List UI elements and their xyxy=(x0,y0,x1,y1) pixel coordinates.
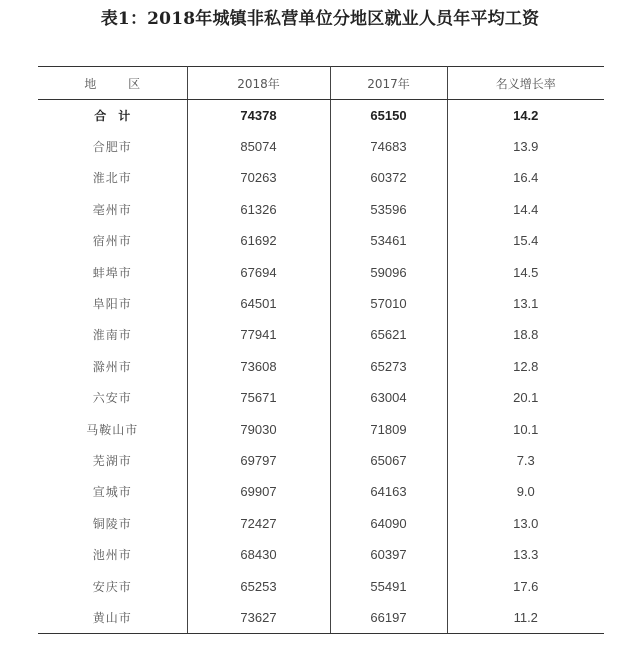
cell-region: 芜湖市 xyxy=(38,445,187,476)
cell-region: 淮北市 xyxy=(38,162,187,193)
cell-growth: 12.8 xyxy=(513,358,539,374)
table-row xyxy=(38,288,604,319)
table-row xyxy=(38,256,604,287)
cell-growth: 10.1 xyxy=(513,421,539,437)
cell-2017: 65067 xyxy=(330,445,447,476)
cell-2017: 71809 xyxy=(330,413,447,444)
cell-2018: 79030 xyxy=(187,413,330,444)
cell-growth: 9.0 xyxy=(516,484,535,500)
cell-2018: 67694 xyxy=(187,256,330,287)
cell-growth: 13.0 xyxy=(513,515,539,531)
table-row xyxy=(38,413,604,444)
cell-2018: 72427 xyxy=(187,508,330,539)
cell-growth: 14.5 xyxy=(513,264,539,280)
cell-growth: 11.2 xyxy=(447,602,604,633)
table-row xyxy=(38,225,604,256)
total-region: 合计 xyxy=(38,100,187,131)
cell-2018: 65253 xyxy=(187,570,330,601)
table-row xyxy=(38,445,604,476)
cell-2017: 64163 xyxy=(330,476,447,507)
header-region-label: 地 区 xyxy=(84,76,155,91)
cell-region: 宣城市 xyxy=(38,476,187,507)
cell-2017: 64090 xyxy=(330,508,447,539)
total-2018: 74378 xyxy=(187,100,330,131)
table-header xyxy=(38,67,604,100)
cell-2017: 60372 xyxy=(330,162,447,193)
cell-growth: 13.3 xyxy=(513,547,539,563)
cell-growth: 20.1 xyxy=(513,390,539,406)
cell-2017: 65273 xyxy=(330,351,447,382)
cell-2017: 65621 xyxy=(330,319,447,350)
cell-2017: 66197 xyxy=(330,602,447,633)
cell-region: 宿州市 xyxy=(38,225,187,256)
cell-region: 阜阳市 xyxy=(38,288,187,319)
table-row xyxy=(38,194,604,225)
table-row xyxy=(38,476,604,507)
cell-growth: 7.3 xyxy=(516,452,535,468)
cell-growth: 17.6 xyxy=(513,578,539,594)
header-region xyxy=(38,67,187,100)
cell-region: 黄山市 xyxy=(38,602,187,633)
cell-2018: 70263 xyxy=(187,162,330,193)
total-row xyxy=(38,100,604,131)
wage-table xyxy=(38,66,604,634)
cell-2017: 53461 xyxy=(330,225,447,256)
cell-region: 六安市 xyxy=(38,382,187,413)
cell-2018: 61692 xyxy=(187,225,330,256)
cell-growth: 18.8 xyxy=(513,327,539,343)
cell-2018: 69797 xyxy=(187,445,330,476)
wage-table-container xyxy=(38,66,604,634)
table-body xyxy=(38,100,604,634)
cell-region: 合肥市 xyxy=(38,131,187,162)
cell-region: 淮南市 xyxy=(38,319,187,350)
table-row xyxy=(38,539,604,570)
cell-growth: 16.4 xyxy=(513,170,539,186)
cell-region: 滁州市 xyxy=(38,351,187,382)
total-growth: 14.2 xyxy=(513,107,539,123)
cell-2018: 75671 xyxy=(187,382,330,413)
cell-region: 池州市 xyxy=(38,539,187,570)
cell-region: 亳州市 xyxy=(38,194,187,225)
cell-2017: 57010 xyxy=(330,288,447,319)
table-title: 表1：2018年城镇非私营单位分地区就业人员年平均工资 xyxy=(100,9,540,29)
header-2018: 2018年 xyxy=(187,67,330,100)
cell-2017: 74683 xyxy=(330,131,447,162)
total-2017: 65150 xyxy=(330,100,447,131)
header-row xyxy=(38,67,604,100)
cell-region: 安庆市 xyxy=(38,570,187,601)
header-2017: 2017年 xyxy=(330,67,447,100)
cell-2017: 60397 xyxy=(330,539,447,570)
cell-2017: 55491 xyxy=(330,570,447,601)
cell-2018: 61326 xyxy=(187,194,330,225)
cell-2017: 63004 xyxy=(330,382,447,413)
table-row xyxy=(38,570,604,601)
table-row xyxy=(38,508,604,539)
header-growth-rate: 名义增长率 xyxy=(447,67,604,100)
cell-2018: 77941 xyxy=(187,319,330,350)
cell-region: 蚌埠市 xyxy=(38,256,187,287)
table-row xyxy=(38,351,604,382)
cell-2018: 68430 xyxy=(187,539,330,570)
cell-growth: 13.1 xyxy=(513,296,539,312)
cell-growth: 14.4 xyxy=(513,201,539,217)
cell-2018: 73627 xyxy=(187,602,330,633)
table-row xyxy=(38,382,604,413)
cell-region: 铜陵市 xyxy=(38,508,187,539)
cell-2017: 59096 xyxy=(330,256,447,287)
cell-region: 马鞍山市 xyxy=(38,413,187,444)
cell-growth: 13.9 xyxy=(513,139,539,155)
cell-growth: 15.4 xyxy=(513,233,539,249)
table-row xyxy=(38,602,604,633)
cell-2017: 53596 xyxy=(330,194,447,225)
cell-2018: 64501 xyxy=(187,288,330,319)
table-row xyxy=(38,319,604,350)
cell-2018: 69907 xyxy=(187,476,330,507)
cell-2018: 85074 xyxy=(187,131,330,162)
cell-2018: 73608 xyxy=(187,351,330,382)
table-row xyxy=(38,131,604,162)
table-row xyxy=(38,162,604,193)
